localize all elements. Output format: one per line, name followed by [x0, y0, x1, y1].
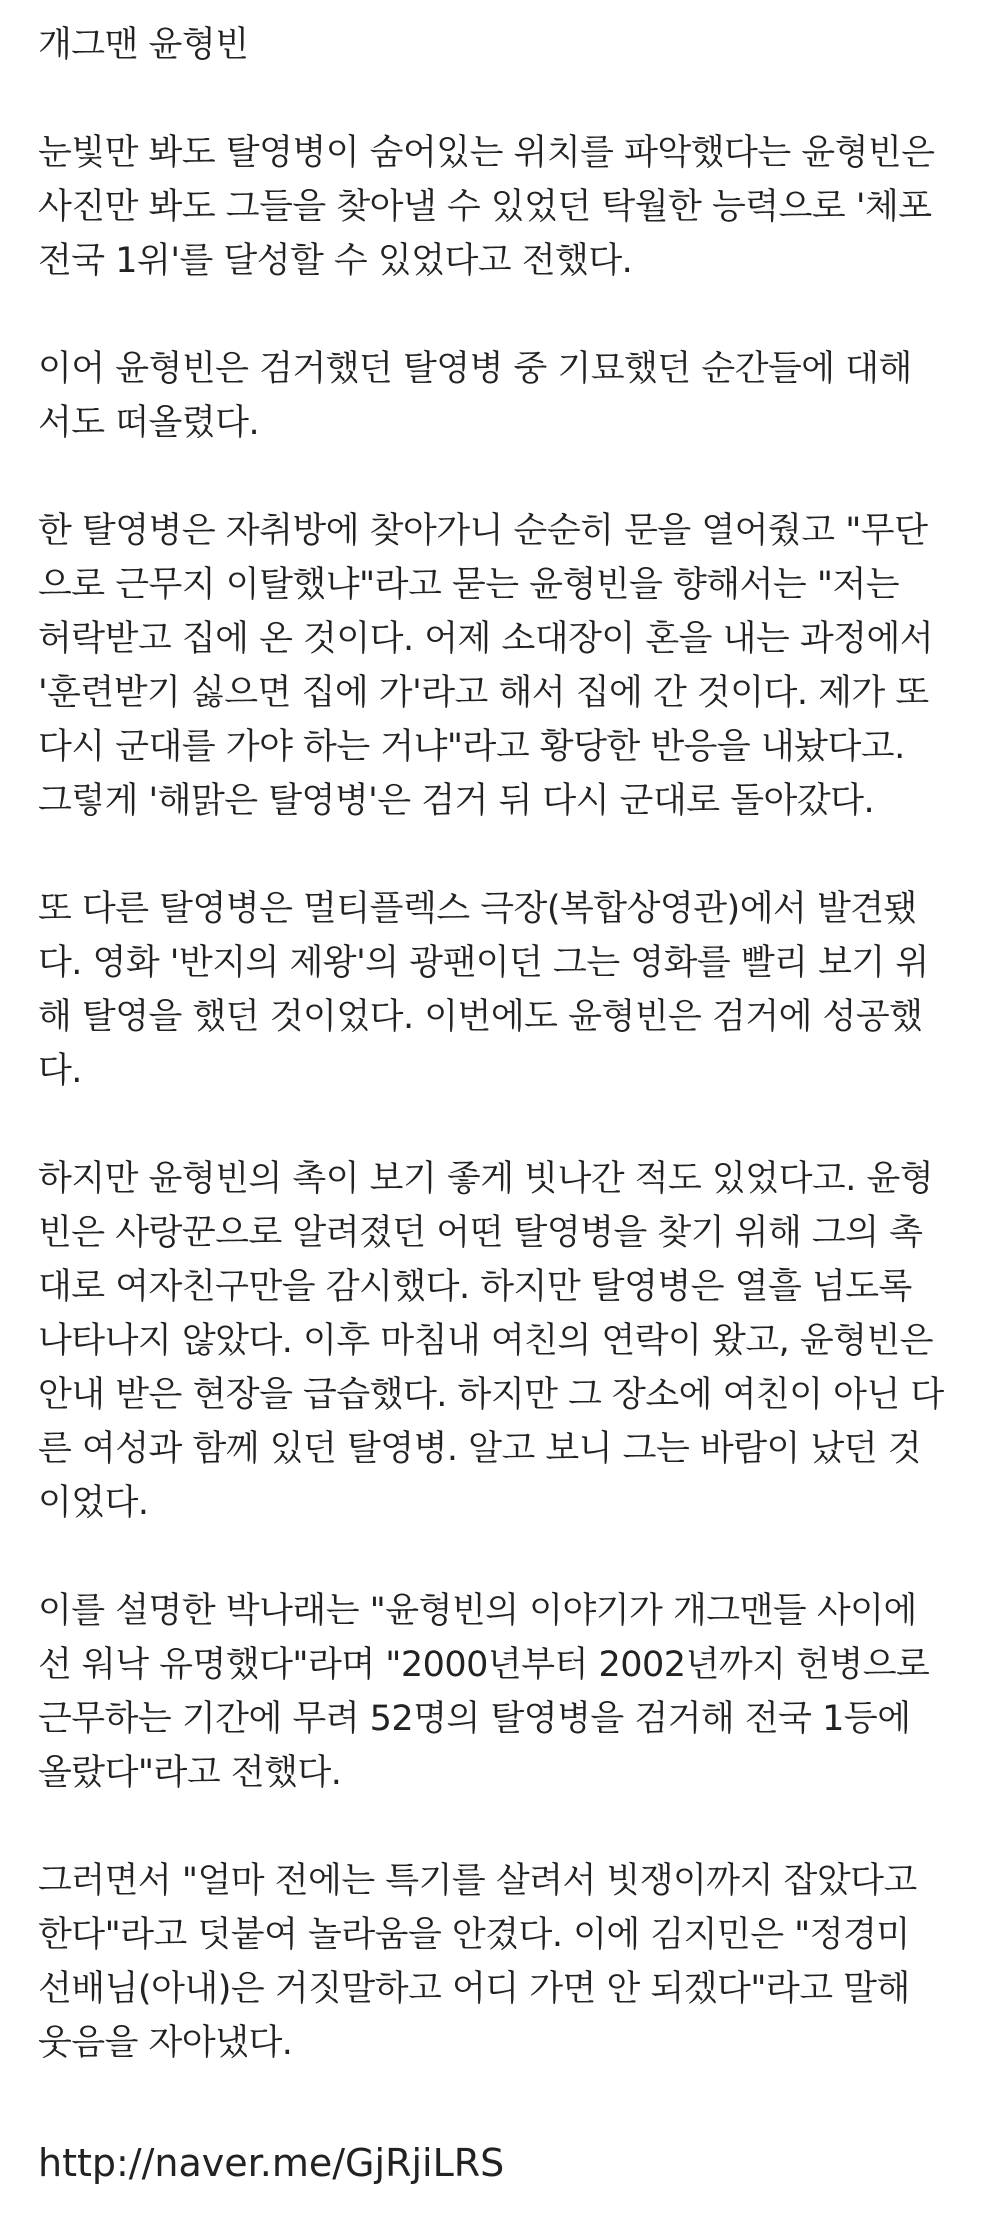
source-link[interactable]: http://naver.me/GjRjiLRS — [38, 2141, 505, 2185]
text-line: 이었다. — [38, 1483, 149, 1523]
text-line: 안내 받은 현장을 급습했다. 하지만 그 장소에 여친이 아닌 다 — [38, 1375, 944, 1415]
text-line: 서도 떠올렸다. — [38, 403, 260, 443]
text-line: 이어 윤형빈은 검거했던 탈영병 중 기묘했던 순간들에 대해 — [38, 349, 912, 389]
text-line: 또 다른 탈영병은 멀티플렉스 극장(복합상영관)에서 발견됐 — [38, 889, 917, 929]
text-line: 빈은 사랑꾼으로 알려졌던 어떤 탈영병을 찾기 위해 그의 촉 — [38, 1213, 923, 1253]
paragraph-7 — [38, 1854, 968, 2070]
text-line: 웃음을 자아냈다. — [38, 2023, 293, 2063]
text-line: 른 여성과 함께 있던 탈영병. 알고 보니 그는 바람이 났던 것 — [38, 1429, 922, 1469]
text-line: 전국 1위'를 달성할 수 있었다고 전했다. — [38, 241, 633, 281]
text-line: 선 워낙 유명했다"라며 "2000년부터 2002년까지 헌병으로 — [38, 1645, 930, 1685]
paragraph-1 — [38, 126, 968, 288]
text-line: 한 탈영병은 자취방에 찾아가니 순순히 문을 열어줬고 "무단 — [38, 511, 928, 551]
text-line: 사진만 봐도 그들을 찾아낼 수 있었던 탁월한 능력으로 '체포 — [38, 187, 932, 227]
text-line: 해 탈영을 했던 것이었다. 이번에도 윤형빈은 검거에 성공했 — [38, 997, 923, 1037]
paragraph-2 — [38, 342, 968, 450]
text-line: 다시 군대를 가야 하는 거냐"라고 황당한 반응을 내놨다고. — [38, 727, 905, 767]
title-line: 개그맨 윤형빈 — [38, 25, 249, 65]
text-line: 선배님(아내)은 거짓말하고 어디 가면 안 되겠다"라고 말해 — [38, 1969, 910, 2009]
text-line: 근무하는 기간에 무려 52명의 탈영병을 검거해 전국 1등에 — [38, 1699, 911, 1739]
paragraph-5 — [38, 1152, 968, 1530]
text-line: 한다"라고 덧붙여 놀라움을 안겼다. 이에 김지민은 "정경미 — [38, 1915, 910, 1955]
text-line: 다. 영화 '반지의 제왕'의 광팬이던 그는 영화를 빨리 보기 위 — [38, 943, 929, 983]
text-line: 대로 여자친구만을 감시했다. 하지만 탈영병은 열흘 넘도록 — [38, 1267, 912, 1307]
paragraph-4 — [38, 882, 968, 1098]
text-line: 그렇게 '해맑은 탈영병'은 검거 뒤 다시 군대로 돌아갔다. — [38, 781, 875, 821]
paragraph-3 — [38, 504, 968, 828]
text-line: 허락받고 집에 온 것이다. 어제 소대장이 혼을 내는 과정에서 — [38, 619, 934, 659]
text-line: 올랐다"라고 전했다. — [38, 1753, 342, 1793]
article-body — [38, 18, 968, 2124]
text-line: 이를 설명한 박나래는 "윤형빈의 이야기가 개그맨들 사이에 — [38, 1591, 917, 1631]
text-line: 눈빛만 봐도 탈영병이 숨어있는 위치를 파악했다는 윤형빈은 — [38, 133, 935, 173]
text-line: 으로 근무지 이탈했냐"라고 묻는 윤형빈을 향해서는 "저는 — [38, 565, 900, 605]
text-line: 다. — [38, 1051, 82, 1091]
text-line: 하지만 윤형빈의 촉이 보기 좋게 빗나간 적도 있었다고. 윤형 — [38, 1159, 934, 1199]
article-title — [38, 18, 968, 72]
text-line: 나타나지 않았다. 이후 마침내 여친의 연락이 왔고, 윤형빈은 — [38, 1321, 934, 1361]
text-line: 그러면서 "얼마 전에는 특기를 살려서 빗쟁이까지 잡았다고 — [38, 1861, 917, 1901]
text-line: '훈련받기 싫으면 집에 가'라고 해서 집에 간 것이다. 제가 또 — [38, 673, 929, 713]
paragraph-6 — [38, 1584, 968, 1800]
